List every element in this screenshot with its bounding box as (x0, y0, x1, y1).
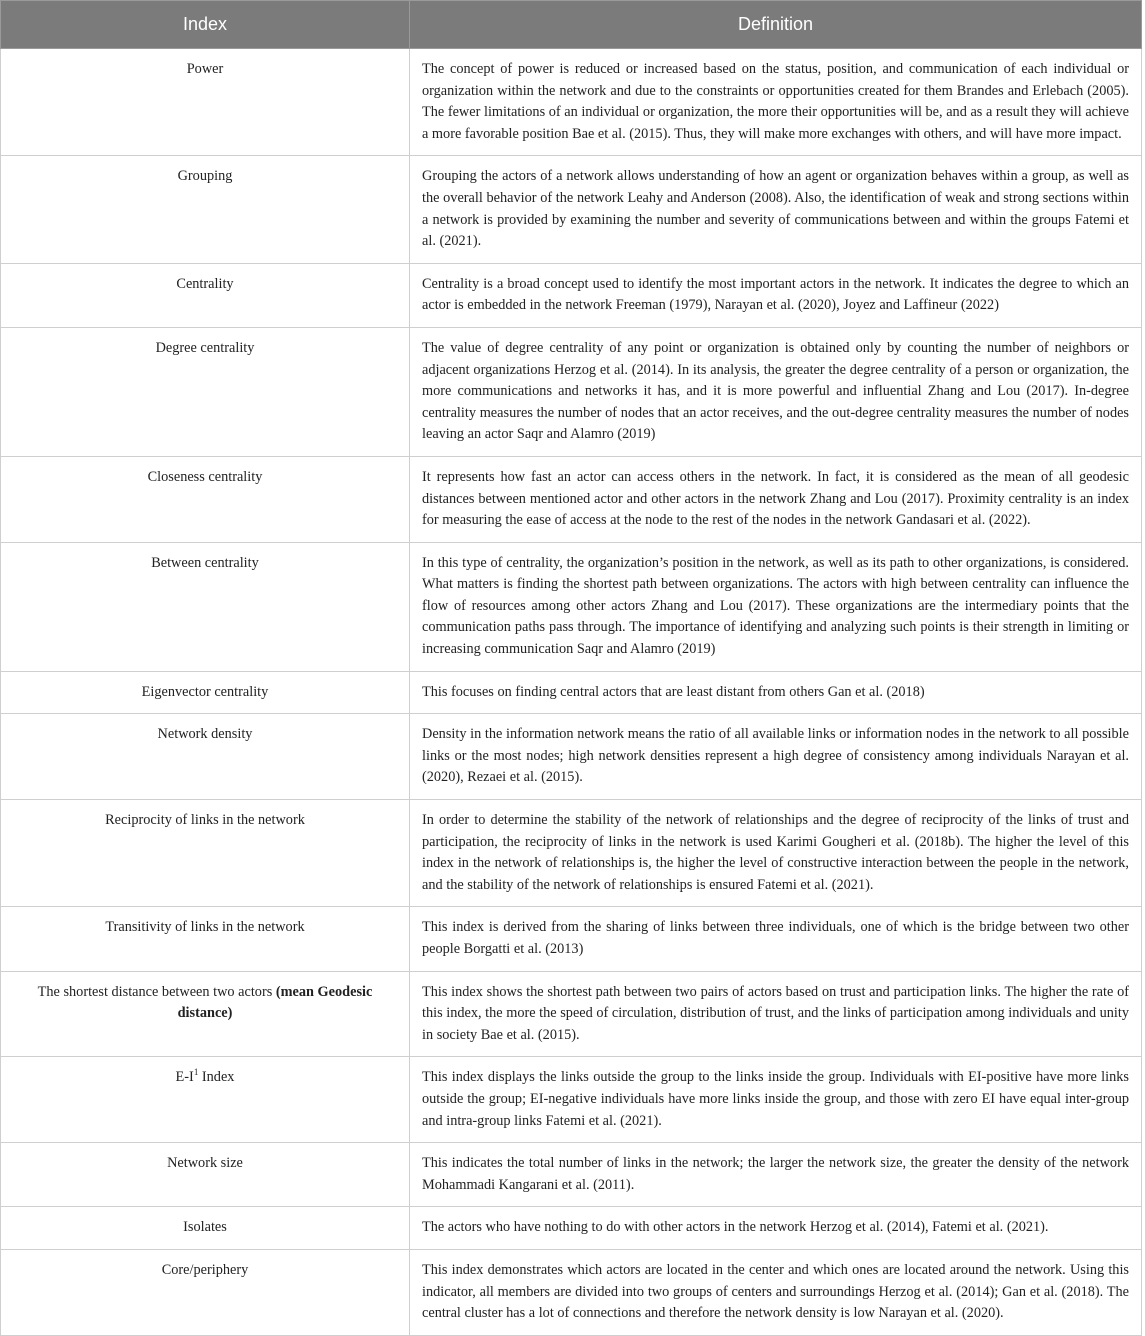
index-cell: Grouping (1, 156, 410, 263)
definition-cell: This focuses on finding central actors that are least distant from others Gan et al. (2018) (410, 671, 1142, 714)
table-row (1, 49, 1142, 156)
definition-cell: The concept of power is reduced or increased based on the status, position, and communication of each individual or organization within the network and due to the constraints or opportunities created for them Brandes and Erlebach (2005). The fewer limitations of an individual or organization, the more their opportunities will be, and as a result they will achieve a more favorable position Bae et al. (2015). Thus, they will make more exchanges with others, and will have more impact. (410, 49, 1142, 156)
index-cell: Eigenvector centrality (1, 671, 410, 714)
index-text: The shortest distance between two actors (37, 983, 276, 1000)
footnote-marker: 1 (193, 1067, 199, 1078)
definition-cell: This indicates the total number of links in the network; the larger the network size, the greater the density of the network Mohammadi Kangarani et al. (2011). (410, 1143, 1142, 1207)
table-body (1, 49, 1142, 1336)
definition-cell: This index is derived from the sharing of links between three individuals, one of which is the bridge between two other people Borgatti et al. (2013) (410, 907, 1142, 971)
definition-cell: Grouping the actors of a network allows understanding of how an agent or organization behaves within a group, as well as the overall behavior of the network Leahy and Anderson (2008). Also, the identification of weak and strong sections within a network is provided by examining the number and severity of communications between and within the groups Fatemi et al. (2021). (410, 156, 1142, 263)
index-cell: Between centrality (1, 542, 410, 671)
index-cell: Network density (1, 714, 410, 800)
definition-cell: In this type of centrality, the organization’s position in the network, as well as its path to other organizations, is considered. What matters is finding the shortest path between organizations. The actors with high between centrality can influence the flow of resources among other actors Zhang and Lou (2017). These organizations are the intermediary points that the communication paths pass through. The importance of identifying and analyzing such points is their strength in limiting or increasing communication Saqr and Alamro (2019) (410, 542, 1142, 671)
table-row (1, 263, 1142, 327)
table-row (1, 1249, 1142, 1335)
index-cell: Power (1, 49, 410, 156)
table-row (1, 327, 1142, 456)
index-cell: Network size (1, 1143, 410, 1207)
index-cell: Degree centrality (1, 327, 410, 456)
table-row (1, 907, 1142, 971)
table-row (1, 456, 1142, 542)
definition-cell: In order to determine the stability of the network of relationships and the degree of reciprocity of the links of trust and participation, the reciprocity of links in the network is used Karimi Gougheri et al. (2018b). The higher the level of this index in the network of relationships is, the higher the level of constructive interaction between the people in the network, and the stability of the network of relationships is ensured Fatemi et al. (2021). (410, 800, 1142, 907)
definition-cell: This index shows the shortest path between two pairs of actors based on trust and participation links. The higher the rate of this index, the more the speed of circulation, distribution of trust, and the links of participation among individuals and unity in society Bae et al. (2015). (410, 971, 1142, 1057)
table-row (1, 156, 1142, 263)
index-cell: Centrality (1, 263, 410, 327)
table-row (1, 1143, 1142, 1207)
definition-cell: Density in the information network means the ratio of all available links or information nodes in the network to all possible links or the most nodes; high network densities represent a high degree of consistency among individuals Narayan et al. (2020), Rezaei et al. (2015). (410, 714, 1142, 800)
table-row (1, 800, 1142, 907)
index-cell: Core/periphery (1, 1249, 410, 1335)
table-row (1, 971, 1142, 1057)
index-cell (1, 1057, 410, 1143)
header-row (1, 1, 1142, 49)
index-cell: Isolates (1, 1207, 410, 1250)
table-row (1, 671, 1142, 714)
definition-cell: The actors who have nothing to do with other actors in the network Herzog et al. (2014), Fatemi et al. (2021). (410, 1207, 1142, 1250)
definition-cell: This index demonstrates which actors are located in the center and which ones are located around the network. Using this indicator, all members are divided into two groups of centers and surroundings Herzog et al. (2014); Gan et al. (2018). The central cluster has a lot of connections and therefore the network density is low Narayan et al. (2020). (410, 1249, 1142, 1335)
table-row (1, 1057, 1142, 1143)
index-text-suffix: Index (198, 1069, 235, 1086)
index-text-bold: (mean Geodesic distance) (177, 983, 373, 1022)
definition-cell: The value of degree centrality of any point or organization is obtained only by counting the number of neighbors or adjacent organizations Herzog et al. (2014). In its analysis, the greater the degree centrality of a person or organization, the more communications and networks it has, and it is more powerful and influential Zhang and Lou (2017). In-degree centrality measures the number of nodes that an actor receives, and the out-degree centrality measures the number of nodes leaving an actor Saqr and Alamro (2019) (410, 327, 1142, 456)
table-row (1, 1207, 1142, 1250)
index-cell (1, 971, 410, 1057)
index-cell: Reciprocity of links in the network (1, 800, 410, 907)
index-cell: Closeness centrality (1, 456, 410, 542)
table-row (1, 542, 1142, 671)
index-cell: Transitivity of links in the network (1, 907, 410, 971)
header-index: Index (1, 1, 410, 49)
table-row (1, 714, 1142, 800)
index-text: E-I (175, 1069, 194, 1086)
definition-cell: This index displays the links outside the group to the links inside the group. Individuals with EI-positive have more links outside the group; EI-negative individuals have more links inside the group, and those with zero EI have equal inter-group and intra-group links Fatemi et al. (2021). (410, 1057, 1142, 1143)
definition-cell: Centrality is a broad concept used to identify the most important actors in the network. It indicates the degree to which an actor is embedded in the network Freeman (1979), Narayan et al. (2020), Joyez and Laffineur (2022) (410, 263, 1142, 327)
definition-cell: It represents how fast an actor can access others in the network. In fact, it is considered as the mean of all geodesic distances between mentioned actor and other actors in the network Zhang and Lou (2017). Proximity centrality is an index for measuring the ease of access at the node to the rest of the nodes in the network Gandasari et al. (2022). (410, 456, 1142, 542)
header-definition: Definition (410, 1, 1142, 49)
table-header (1, 1, 1142, 49)
